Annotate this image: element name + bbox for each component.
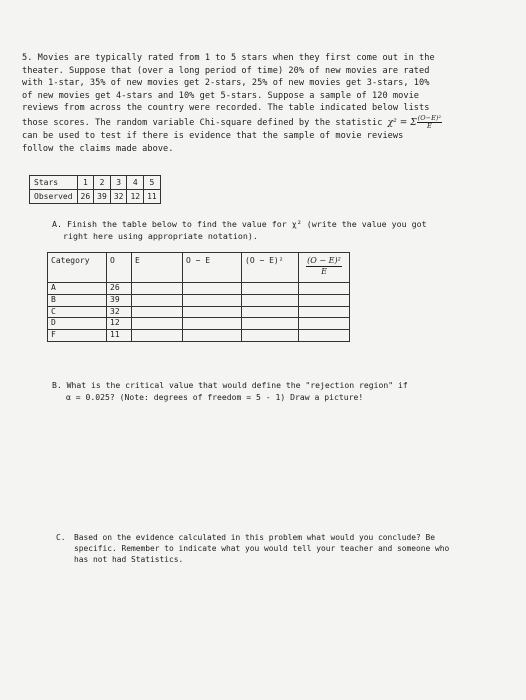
table-row — [48, 306, 350, 318]
problem-text — [22, 52, 492, 155]
header-fraction-numerator: (O − E)² — [307, 256, 341, 265]
category-cell: C — [48, 306, 107, 318]
part-c-line: specific. Remember to indicate what you would tell your teacher and someone who — [74, 544, 450, 553]
category-cell: D — [48, 318, 107, 330]
contribution-cell[interactable] — [299, 330, 350, 342]
part-a-line: A. Finish the table below to find the value for χ² (write the value you got — [52, 219, 427, 229]
part-c-body — [74, 532, 449, 565]
chi-square-header-row — [48, 253, 350, 283]
stars-row — [30, 176, 161, 190]
part-c-line: has not had Statistics. — [74, 555, 184, 564]
stars-label: Stars — [30, 176, 78, 190]
expected-cell[interactable] — [132, 294, 183, 306]
category-cell: F — [48, 330, 107, 342]
problem-line: can be used to test if there is evidence that the sample of movie reviews — [22, 130, 404, 141]
part-a-question — [52, 219, 427, 242]
squared-cell[interactable] — [242, 283, 299, 295]
squared-cell[interactable] — [242, 330, 299, 342]
category-cell: A — [48, 283, 107, 295]
observed-cell: 11 — [144, 190, 161, 204]
observed-stars-table — [29, 175, 161, 204]
stars-cell: 3 — [110, 176, 127, 190]
contribution-cell[interactable] — [299, 318, 350, 330]
table-row — [48, 330, 350, 342]
observed-cell: 39 — [107, 294, 132, 306]
table-row — [48, 318, 350, 330]
expected-cell[interactable] — [132, 306, 183, 318]
problem-line: reviews from across the country were recorded. The table indicated below lists — [22, 103, 430, 114]
difference-cell[interactable] — [183, 283, 242, 295]
category-cell: B — [48, 294, 107, 306]
stars-cell: 5 — [144, 176, 161, 190]
header-fraction — [306, 256, 342, 277]
header-o-minus-e-squared: (O − E)² — [242, 253, 299, 283]
problem-line: of new movies get 4-stars and 10% get 5-stars. Suppose a sample of 120 movie — [22, 90, 420, 101]
observed-cell: 26 — [77, 190, 94, 204]
observed-row — [30, 190, 161, 204]
part-b-line: B. What is the critical value that would define the "rejection region" if — [52, 380, 408, 390]
squared-cell[interactable] — [242, 318, 299, 330]
observed-cell: 32 — [110, 190, 127, 204]
chi-square-table — [47, 252, 350, 342]
problem-line: follow the claims made above. — [22, 143, 174, 154]
part-c-letter: C. — [56, 533, 66, 542]
expected-cell[interactable] — [132, 330, 183, 342]
problem-line-text: those scores. The random variable Chi-square defined by the statistic — [22, 117, 388, 128]
observed-label: Observed — [30, 190, 78, 204]
part-a-line: right here using appropriate notation). — [63, 230, 258, 241]
observed-cell: 32 — [107, 306, 132, 318]
chi-square-formula — [387, 113, 443, 130]
observed-cell: 39 — [94, 190, 111, 204]
squared-cell[interactable] — [242, 306, 299, 318]
problem-line: with 1-star, 35% of new movies get 2-stars, 25% of new movies get 3-stars, 10% — [22, 78, 430, 89]
part-c-question — [56, 532, 449, 565]
contribution-cell[interactable] — [299, 283, 350, 295]
difference-cell[interactable] — [183, 306, 242, 318]
problem-line: 5. Movies are typically rated from 1 to 5 stars when they first come out in the — [22, 53, 435, 63]
header-o-minus-e: O − E — [183, 253, 242, 283]
observed-cell: 12 — [107, 318, 132, 330]
formula-denominator: E — [427, 121, 432, 130]
formula-fraction — [417, 115, 443, 130]
formula-lhs: χ² = Σ — [387, 117, 417, 128]
problem-line-formula — [22, 115, 492, 130]
table-row — [48, 283, 350, 295]
expected-cell[interactable] — [132, 283, 183, 295]
observed-cell: 11 — [107, 330, 132, 342]
difference-cell[interactable] — [183, 318, 242, 330]
part-b-question — [52, 380, 408, 403]
header-expected: E — [132, 253, 183, 283]
expected-cell[interactable] — [132, 318, 183, 330]
observed-cell: 26 — [107, 283, 132, 295]
part-c-line: Based on the evidence calculated in this problem what would you conclude? Be — [74, 533, 436, 542]
contribution-cell[interactable] — [299, 306, 350, 318]
part-b-line: α = 0.025? (Note: degrees of freedom = 5 - 1) Draw a picture! — [66, 391, 364, 402]
difference-cell[interactable] — [183, 294, 242, 306]
contribution-cell[interactable] — [299, 294, 350, 306]
header-fraction-denominator: E — [321, 267, 327, 276]
difference-cell[interactable] — [183, 330, 242, 342]
problem-line: theater. Suppose that (over a long period of time) 20% of new movies are rated — [22, 65, 430, 76]
stars-cell: 2 — [94, 176, 111, 190]
header-category: Category — [48, 253, 107, 283]
stars-cell: 4 — [127, 176, 144, 190]
header-observed: O — [107, 253, 132, 283]
squared-cell[interactable] — [242, 294, 299, 306]
formula-numerator: (O−E)² — [417, 113, 442, 122]
observed-cell: 12 — [127, 190, 144, 204]
header-contribution — [299, 253, 350, 283]
stars-cell: 1 — [77, 176, 94, 190]
table-row — [48, 294, 350, 306]
